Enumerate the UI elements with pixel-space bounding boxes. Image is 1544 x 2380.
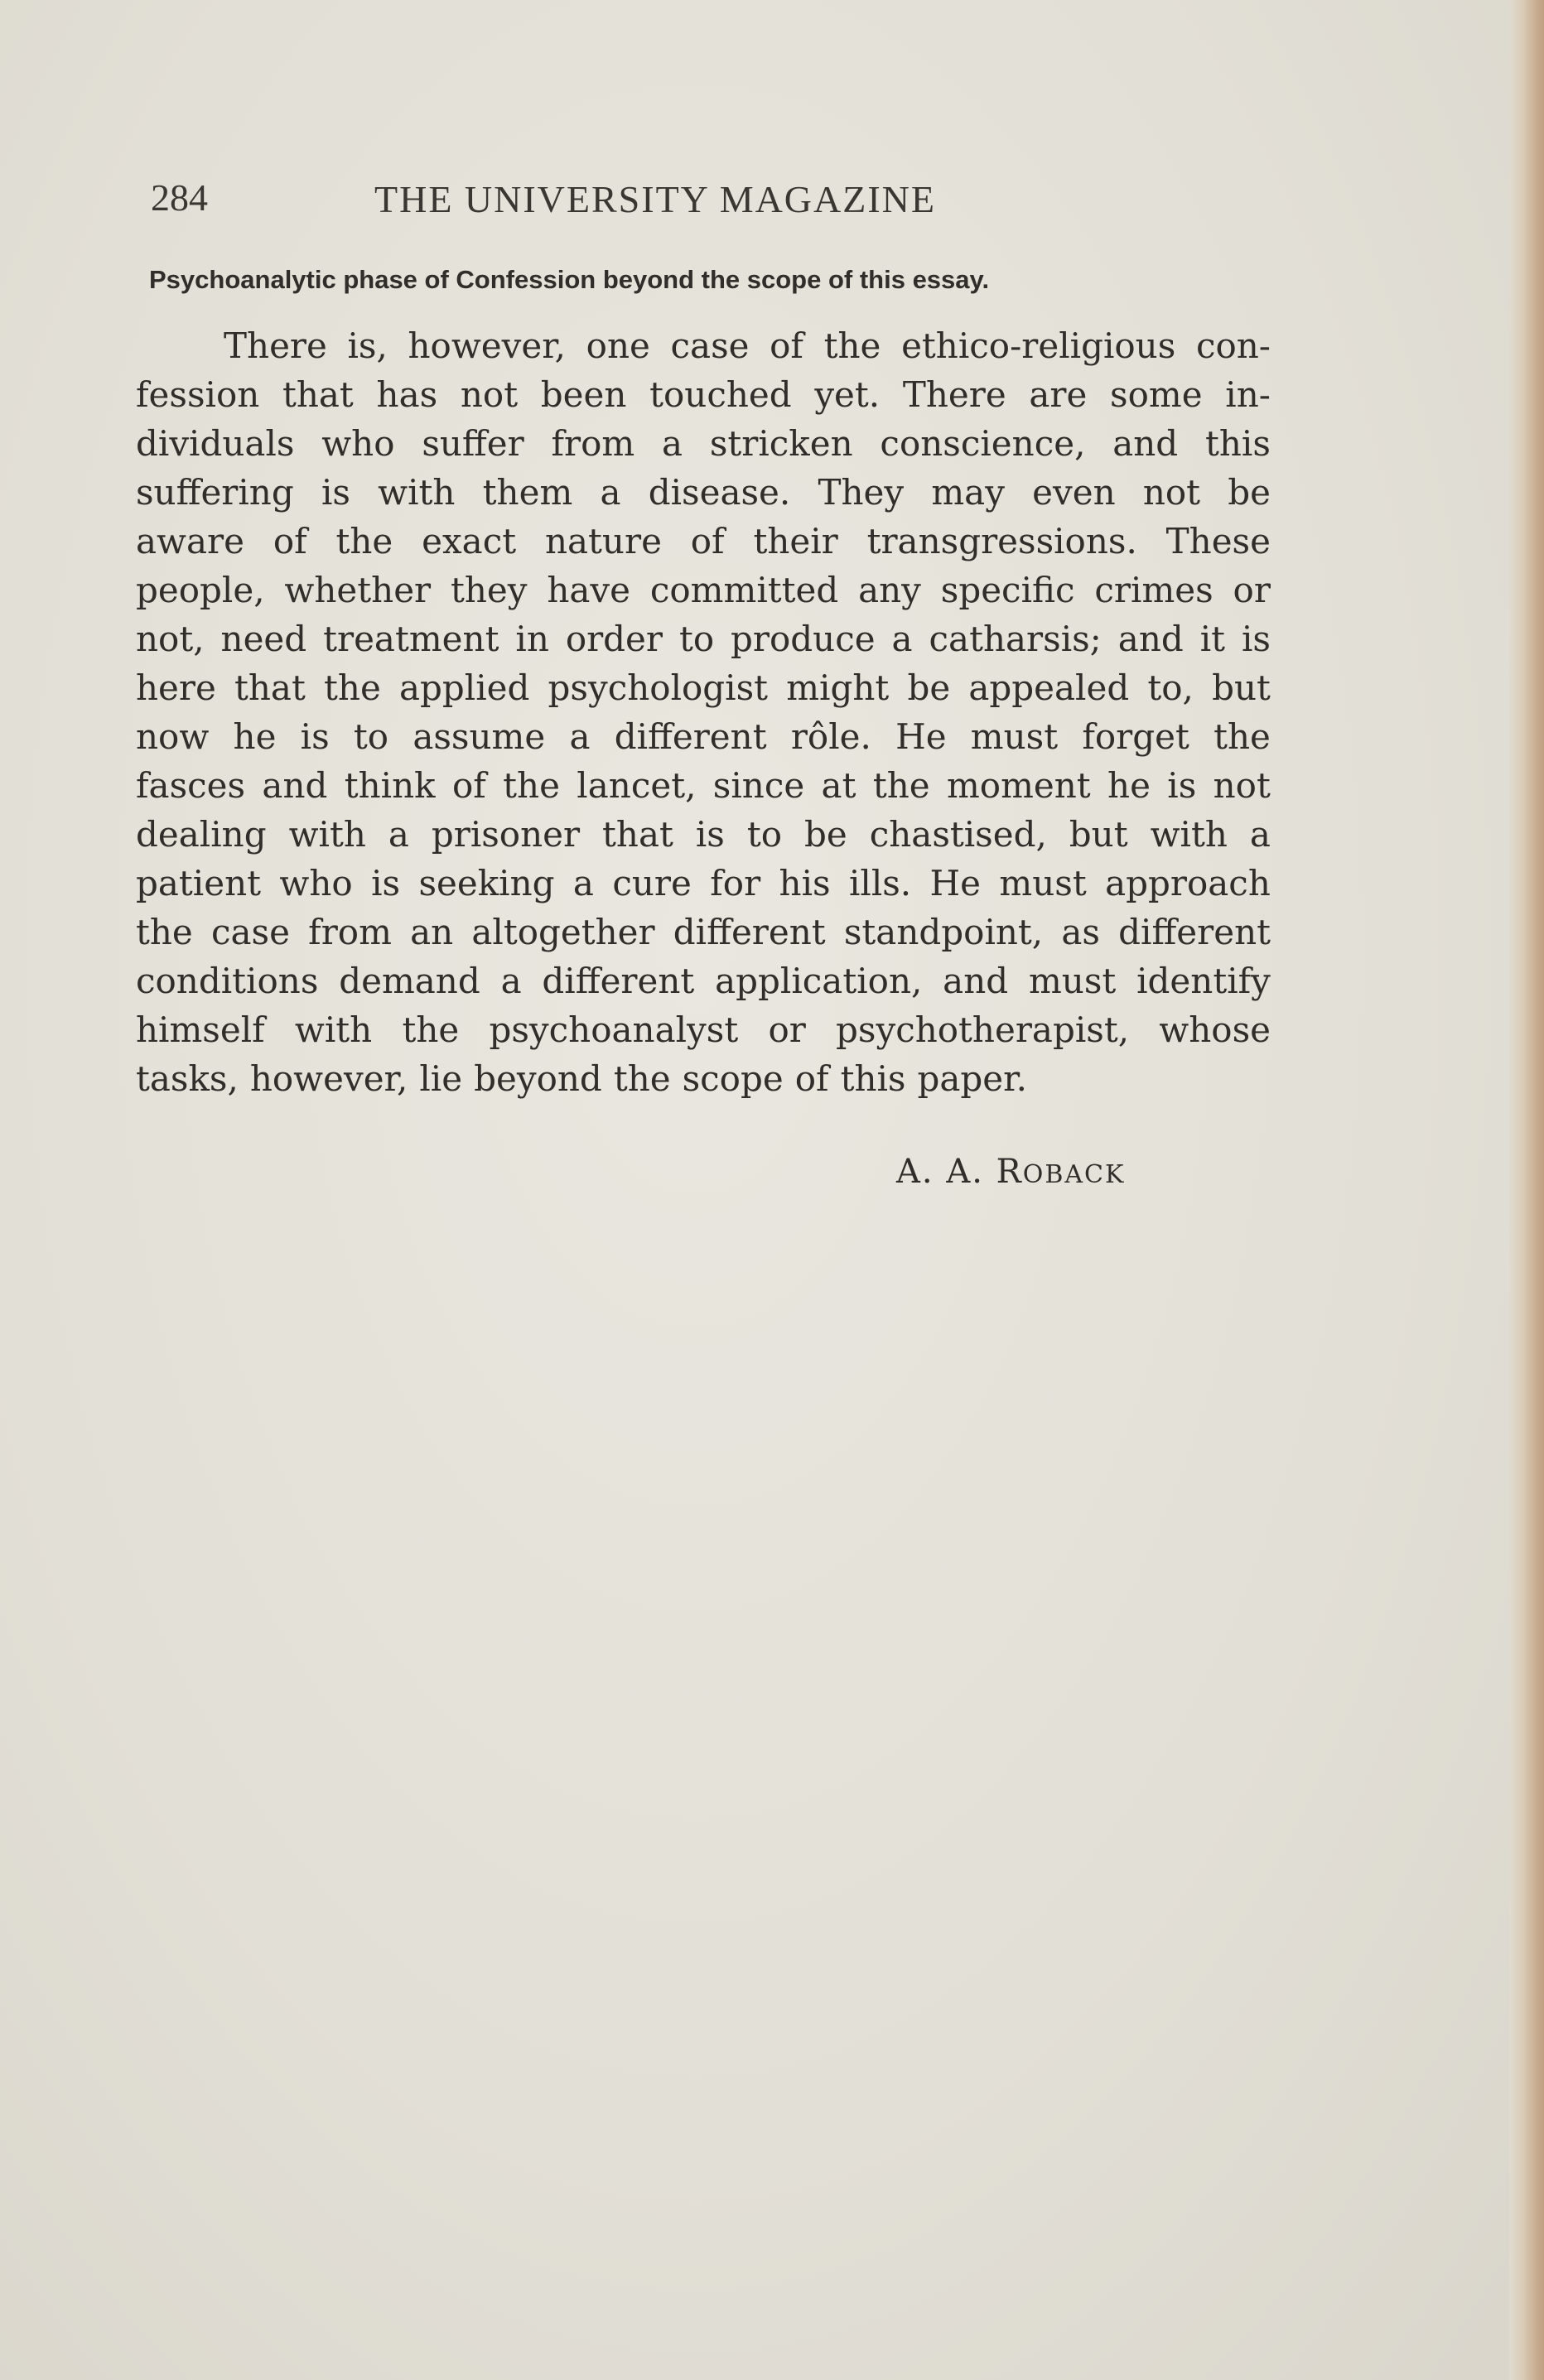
paragraph-line: suffering is with them a disease. They may even not be (136, 472, 1271, 513)
author-signature (896, 1153, 1125, 1191)
paragraph-line: aware of the exact nature of their transgressions. These (136, 521, 1271, 561)
paragraph-line: dealing with a prisoner that is to be chastised, but with a (136, 814, 1271, 855)
paragraph-line: dividuals who suffer from a stricken conscience, and this (136, 423, 1271, 464)
running-head: THE UNIVERSITY MAGAZINE (374, 178, 936, 220)
paragraph-line: conditions demand a different application, and must identify (136, 961, 1271, 1001)
side-note: Psychoanalytic phase of Confession beyond the scope of this essay. (149, 265, 990, 294)
paragraph-line: fession that has not been touched yet. There are some in- (136, 374, 1271, 415)
paragraph-line: fasces and think of the lancet, since at the moment he is not (136, 765, 1271, 806)
page-number: 284 (151, 176, 208, 219)
paragraph-line: people, whether they have committed any specific crimes or (136, 570, 1271, 610)
author-initials: A. A. R (896, 1153, 1023, 1191)
body-paragraph (136, 321, 1271, 1103)
paragraph-line: himself with the psychoanalyst or psychotherapist, whose (136, 1009, 1271, 1050)
paragraph-line: the case from an altogether different standpoint, as different (136, 912, 1271, 952)
paragraph-line: not, need treatment in order to produce a catharsis; and it is (136, 619, 1271, 659)
paragraph-line: patient who is seeking a cure for his ills. He must approach (136, 863, 1271, 903)
paragraph-line: tasks, however, lie beyond the scope of this paper. (136, 1058, 1027, 1099)
paragraph-line: now he is to assume a different rôle. He must forget the (136, 716, 1271, 757)
page-edge (1509, 0, 1544, 2380)
page-header (151, 172, 1012, 230)
author-smallcaps: OBACK (1022, 1160, 1126, 1189)
paragraph-line: here that the applied psychologist might be appealed to, but (136, 667, 1271, 708)
paragraph-line: There is, however, one case of the ethico-religious con- (224, 325, 1271, 366)
